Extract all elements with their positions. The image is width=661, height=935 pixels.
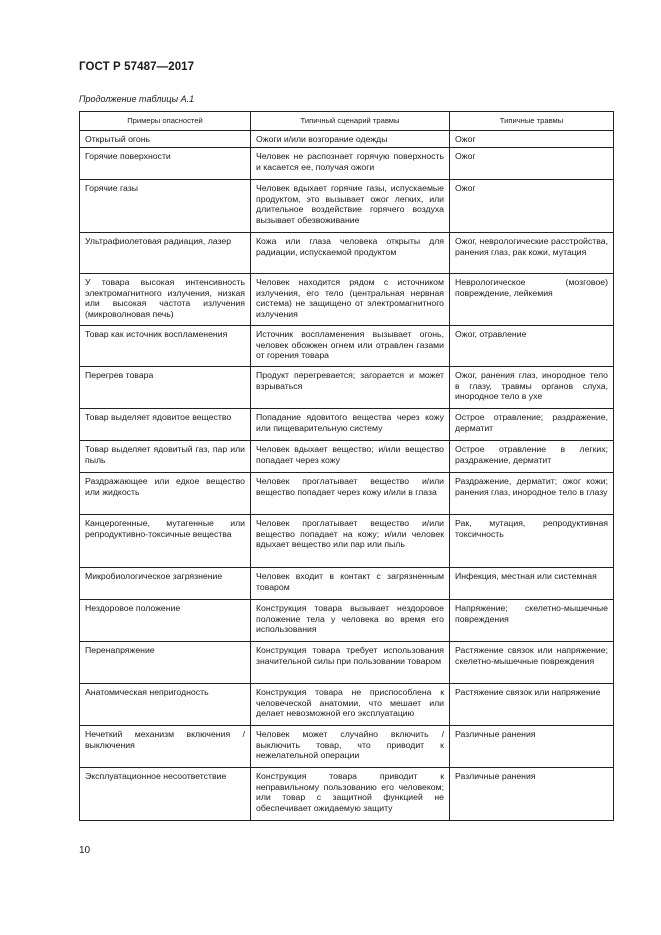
scenario-cell: Человек находится рядом с источником излучения, его тело (центральная нервная система) не защищено от электромагнитного излучения <box>251 274 450 326</box>
hazard-cell: Анатомическая непригодность <box>80 684 251 726</box>
scenario-cell: Человек не распознает горячую поверхность и касается ее, получая ожоги <box>251 148 450 180</box>
scenario-cell: Человек входит в контакт с загрязненным товаром <box>251 568 450 600</box>
scenario-cell: Человек вдыхает вещество; и/или вещество попадает через кожу <box>251 441 450 473</box>
table-header-row <box>80 112 614 131</box>
injury-cell: Растяжение связок или напряжение <box>450 684 614 726</box>
table-row <box>80 326 614 367</box>
table-row <box>80 684 614 726</box>
scenario-cell: Источник воспламенения вызывает огонь, человек обожжен огнем или отравлен газами от горения товара <box>251 326 450 367</box>
table-row <box>80 441 614 473</box>
table-row <box>80 130 614 148</box>
hazard-cell: Нездоровое положение <box>80 600 251 642</box>
column-header-hazard-examples: Примеры опасностей <box>80 112 251 131</box>
table-row <box>80 409 614 441</box>
table-row <box>80 515 614 568</box>
injury-cell: Неврологическое (мозговое) повреждение, лейкемия <box>450 274 614 326</box>
table-row <box>80 473 614 515</box>
hazard-cell: У товара высокая интенсивность электромагнитного излучения, низкая или высокая частота излучения (микроволновая печь) <box>80 274 251 326</box>
table-row <box>80 180 614 233</box>
scenario-cell: Конструкция товара вызывает нездоровое положение тела у человека во время его использования <box>251 600 450 642</box>
column-header-typical-injuries: Типичные травмы <box>450 112 614 131</box>
table-row <box>80 367 614 409</box>
scenario-cell: Конструкция товара не приспособлена к человеческой анатомии, что мешает или делает невозможной его эксплуатацию <box>251 684 450 726</box>
scenario-cell: Ожоги и/или возгорание одежды <box>251 130 450 148</box>
injury-cell: Инфекция, местная или системная <box>450 568 614 600</box>
injury-cell: Ожог, отравление <box>450 326 614 367</box>
table-row <box>80 726 614 768</box>
hazard-cell: Микробиологическое загрязнение <box>80 568 251 600</box>
column-header-injury-scenario: Типичный сценарий травмы <box>251 112 450 131</box>
scenario-cell: Человек может случайно включить / выключить товар, что приводит к нежелательной операции <box>251 726 450 768</box>
scenario-cell: Человек проглатывает вещество и/или вещество попадает через кожу и/или в глаза <box>251 473 450 515</box>
injury-cell: Ожог, ранения глаз, инородное тело в глазу, травмы органов слуха, инородное тело в ухе <box>450 367 614 409</box>
hazard-cell: Перенапряжение <box>80 642 251 684</box>
hazard-cell: Нечеткий механизм включения / выключения <box>80 726 251 768</box>
scenario-cell: Попадание ядовитого вещества через кожу или пищеварительную систему <box>251 409 450 441</box>
table-header <box>80 112 614 131</box>
hazard-cell: Перегрев товара <box>80 367 251 409</box>
scenario-cell: Человек проглатывает вещество и/или вещество попадает на кожу; и/или человек вдыхает вещество или пар или пыль <box>251 515 450 568</box>
table-row <box>80 768 614 821</box>
injury-cell: Напряжение; скелетно-мышечные повреждения <box>450 600 614 642</box>
table-caption: Продолжение таблицы А.1 <box>79 94 195 104</box>
hazard-cell: Товар выделяет ядовитый газ, пар или пыль <box>80 441 251 473</box>
scenario-cell: Продукт перегревается; загорается и может взрываться <box>251 367 450 409</box>
scenario-cell: Конструкция товара приводит к неправильному пользованию его человеком; или товар с защитной функцией не обеспечивает ожидаемую защиту <box>251 768 450 821</box>
hazard-cell: Раздражающее или едкое вещество или жидкость <box>80 473 251 515</box>
injury-cell: Различные ранения <box>450 768 614 821</box>
hazard-cell: Открытый огонь <box>80 130 251 148</box>
table-row <box>80 233 614 274</box>
scenario-cell: Человек вдыхает горячие газы, испускаемые продуктом, это вызывает ожог легких, или длительное воздействие горячего воздуха вызывает обезвоживание <box>251 180 450 233</box>
hazard-cell: Горячие поверхности <box>80 148 251 180</box>
injury-cell: Различные ранения <box>450 726 614 768</box>
injury-cell: Растяжение связок или напряжение; скелетно-мышечные повреждения <box>450 642 614 684</box>
injury-cell: Ожог <box>450 130 614 148</box>
injury-cell: Раздражение, дерматит; ожог кожи; ранения глаз, инородное тело в глазу <box>450 473 614 515</box>
injury-cell: Ожог <box>450 148 614 180</box>
injury-cell: Рак, мутация, репродуктивная токсичность <box>450 515 614 568</box>
table-row <box>80 148 614 180</box>
hazard-cell: Эксплуатационное несоответствие <box>80 768 251 821</box>
hazard-cell: Товар выделяет ядовитое вещество <box>80 409 251 441</box>
table-row <box>80 642 614 684</box>
scenario-cell: Конструкция товара требует использования значительной силы при пользовании товаром <box>251 642 450 684</box>
hazard-cell: Товар как источник воспламенения <box>80 326 251 367</box>
hazard-cell: Горячие газы <box>80 180 251 233</box>
page-number: 10 <box>79 845 91 856</box>
hazards-table <box>79 111 614 821</box>
injury-cell: Ожог, неврологические расстройства, ранения глаз, рак кожи, мутация <box>450 233 614 274</box>
table-body <box>80 130 614 821</box>
injury-cell: Острое отравление в легких; раздражение, дерматит <box>450 441 614 473</box>
table-row <box>80 274 614 326</box>
table-row <box>80 600 614 642</box>
injury-cell: Ожог <box>450 180 614 233</box>
document-header: ГОСТ Р 57487—2017 <box>79 61 195 73</box>
scenario-cell: Кожа или глаза человека открыты для радиации, испускаемой продуктом <box>251 233 450 274</box>
injury-cell: Острое отравление; раздражение, дерматит <box>450 409 614 441</box>
hazard-cell: Канцерогенные, мутагенные или репродуктивно-токсичные вещества <box>80 515 251 568</box>
table-row <box>80 568 614 600</box>
hazard-cell: Ультрафиолетовая радиация, лазер <box>80 233 251 274</box>
